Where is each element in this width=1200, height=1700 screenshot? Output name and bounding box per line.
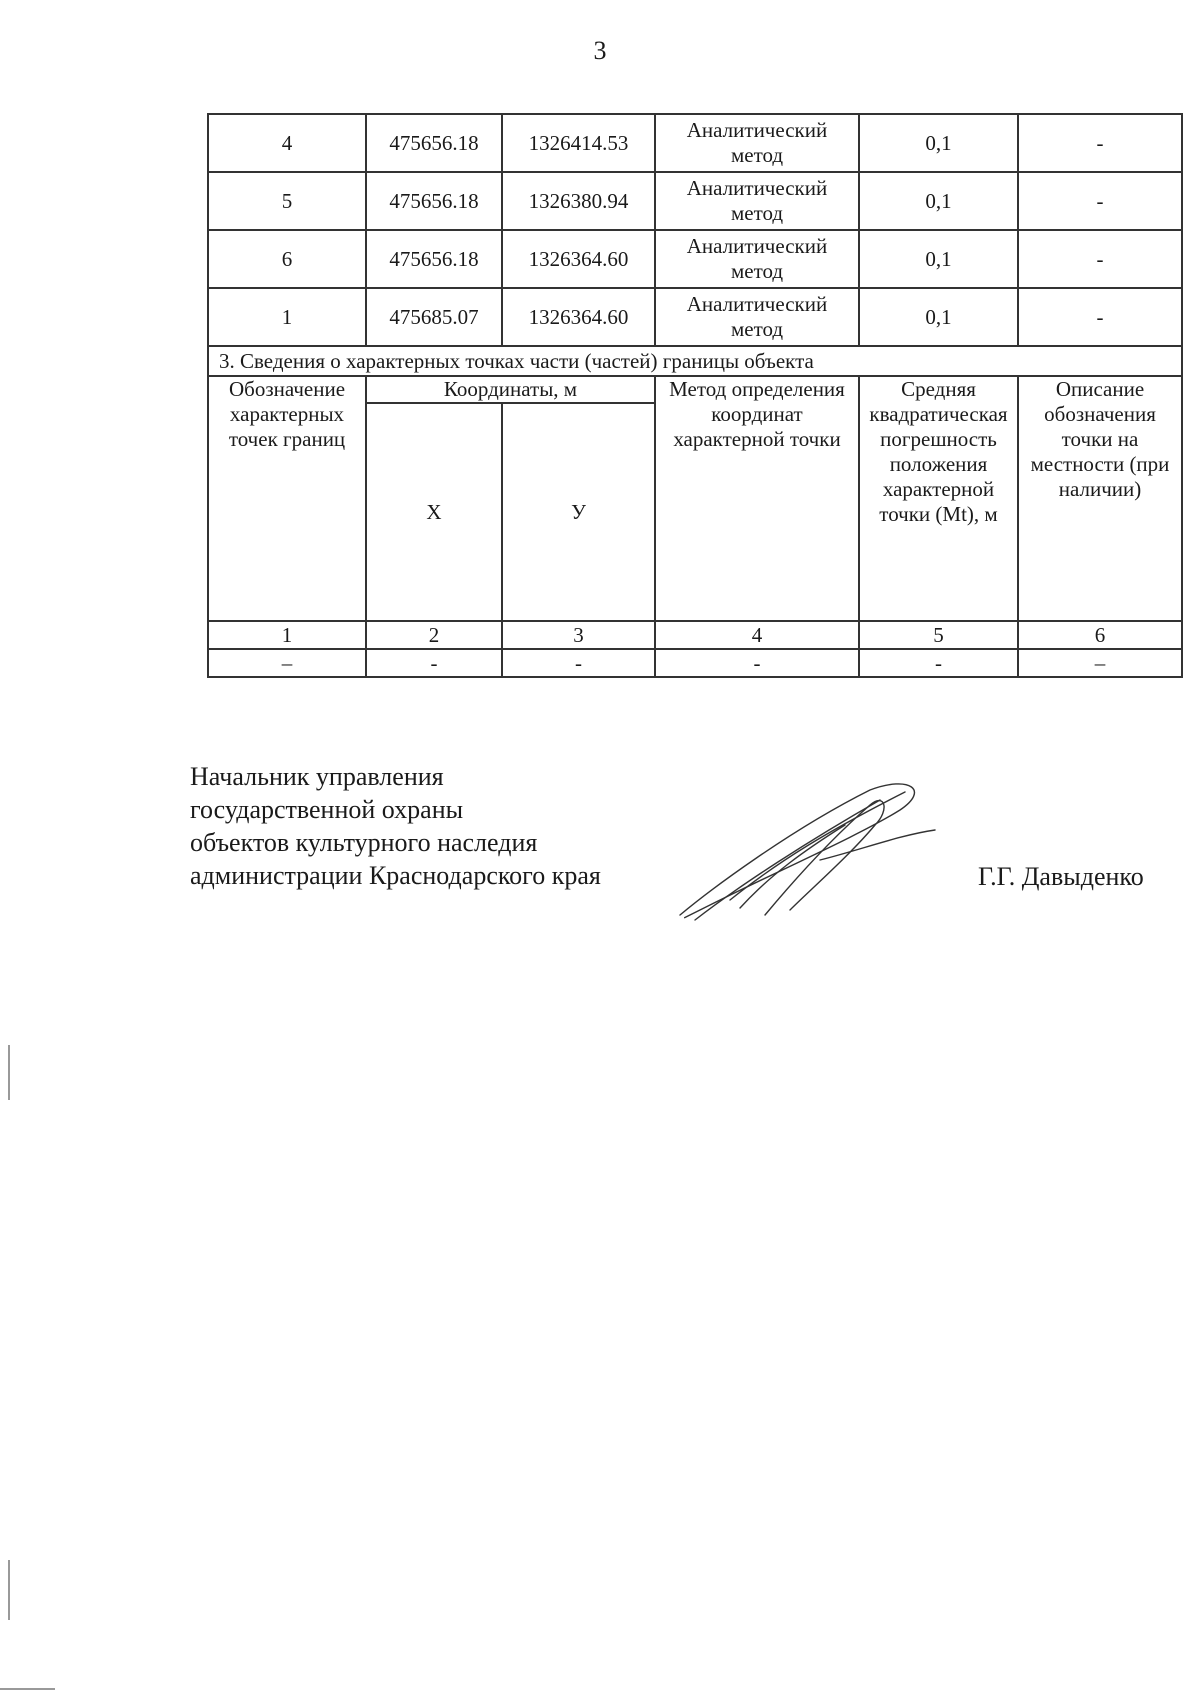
- empty-cell: -: [655, 649, 859, 677]
- column-number-row: [208, 621, 1182, 649]
- x-coordinate-cell: 475656.18: [366, 114, 502, 172]
- header-y: У: [502, 403, 655, 621]
- table-row: [208, 230, 1182, 288]
- method-cell: Аналитический метод: [655, 172, 859, 230]
- section-title: 3. Сведения о характерных точках части (частей) границы объекта: [208, 346, 1182, 376]
- description-cell: -: [1018, 114, 1182, 172]
- error-cell: 0,1: [859, 114, 1018, 172]
- y-coordinate-cell: 1326380.94: [502, 172, 655, 230]
- table-row: [208, 172, 1182, 230]
- y-coordinate-cell: 1326364.60: [502, 230, 655, 288]
- column-number: 5: [859, 621, 1018, 649]
- header-description: Описание обозначения точки на местности (при наличии): [1018, 376, 1182, 621]
- description-cell: -: [1018, 230, 1182, 288]
- column-number: 2: [366, 621, 502, 649]
- header-method: Метод определения координат характерной точки: [655, 376, 859, 621]
- signer-position-line: Начальник управления: [190, 762, 444, 791]
- method-cell: Аналитический метод: [655, 230, 859, 288]
- header-x: Х: [366, 403, 502, 621]
- description-cell: -: [1018, 288, 1182, 346]
- header-point-designation: Обозначение характерных точек границ: [208, 376, 366, 621]
- empty-cell: -: [859, 649, 1018, 677]
- page-number: 3: [593, 36, 607, 65]
- table-row: [208, 649, 1182, 677]
- y-coordinate-cell: 1326364.60: [502, 288, 655, 346]
- signer-position-line: государственной охраны: [190, 795, 464, 824]
- method-cell: Аналитический метод: [655, 114, 859, 172]
- error-cell: 0,1: [859, 230, 1018, 288]
- point-number-cell: 1: [208, 288, 366, 346]
- point-number-cell: 4: [208, 114, 366, 172]
- scan-margin-mark: [0, 1688, 55, 1690]
- scan-margin-mark: [8, 1045, 10, 1100]
- error-cell: 0,1: [859, 288, 1018, 346]
- empty-cell: -: [366, 649, 502, 677]
- point-number-cell: 5: [208, 172, 366, 230]
- y-coordinate-cell: 1326414.53: [502, 114, 655, 172]
- table-row: [208, 288, 1182, 346]
- handwritten-signature: [670, 780, 940, 930]
- point-number-cell: 6: [208, 230, 366, 288]
- column-number: 6: [1018, 621, 1182, 649]
- empty-cell: -: [502, 649, 655, 677]
- header-error: Средняя квадратическая погрешность положения характерной точки (Mt), м: [859, 376, 1018, 621]
- method-cell: Аналитический метод: [655, 288, 859, 346]
- x-coordinate-cell: 475685.07: [366, 288, 502, 346]
- empty-cell: –: [1018, 649, 1182, 677]
- section-title-row: [208, 346, 1182, 376]
- signer-position: [190, 760, 601, 892]
- column-number: 3: [502, 621, 655, 649]
- signer-position-line: администрации Краснодарского края: [190, 861, 601, 890]
- scan-margin-mark: [8, 1560, 10, 1620]
- x-coordinate-cell: 475656.18: [366, 172, 502, 230]
- coordinates-table: [207, 113, 1183, 678]
- table-row: [208, 114, 1182, 172]
- empty-cell: –: [208, 649, 366, 677]
- signer-name: Г.Г. Давыденко: [978, 862, 1144, 891]
- description-cell: -: [1018, 172, 1182, 230]
- x-coordinate-cell: 475656.18: [366, 230, 502, 288]
- signer-position-line: объектов культурного наследия: [190, 828, 538, 857]
- column-number: 4: [655, 621, 859, 649]
- header-row: [208, 376, 1182, 403]
- header-coordinates: Координаты, м: [366, 376, 655, 403]
- error-cell: 0,1: [859, 172, 1018, 230]
- column-number: 1: [208, 621, 366, 649]
